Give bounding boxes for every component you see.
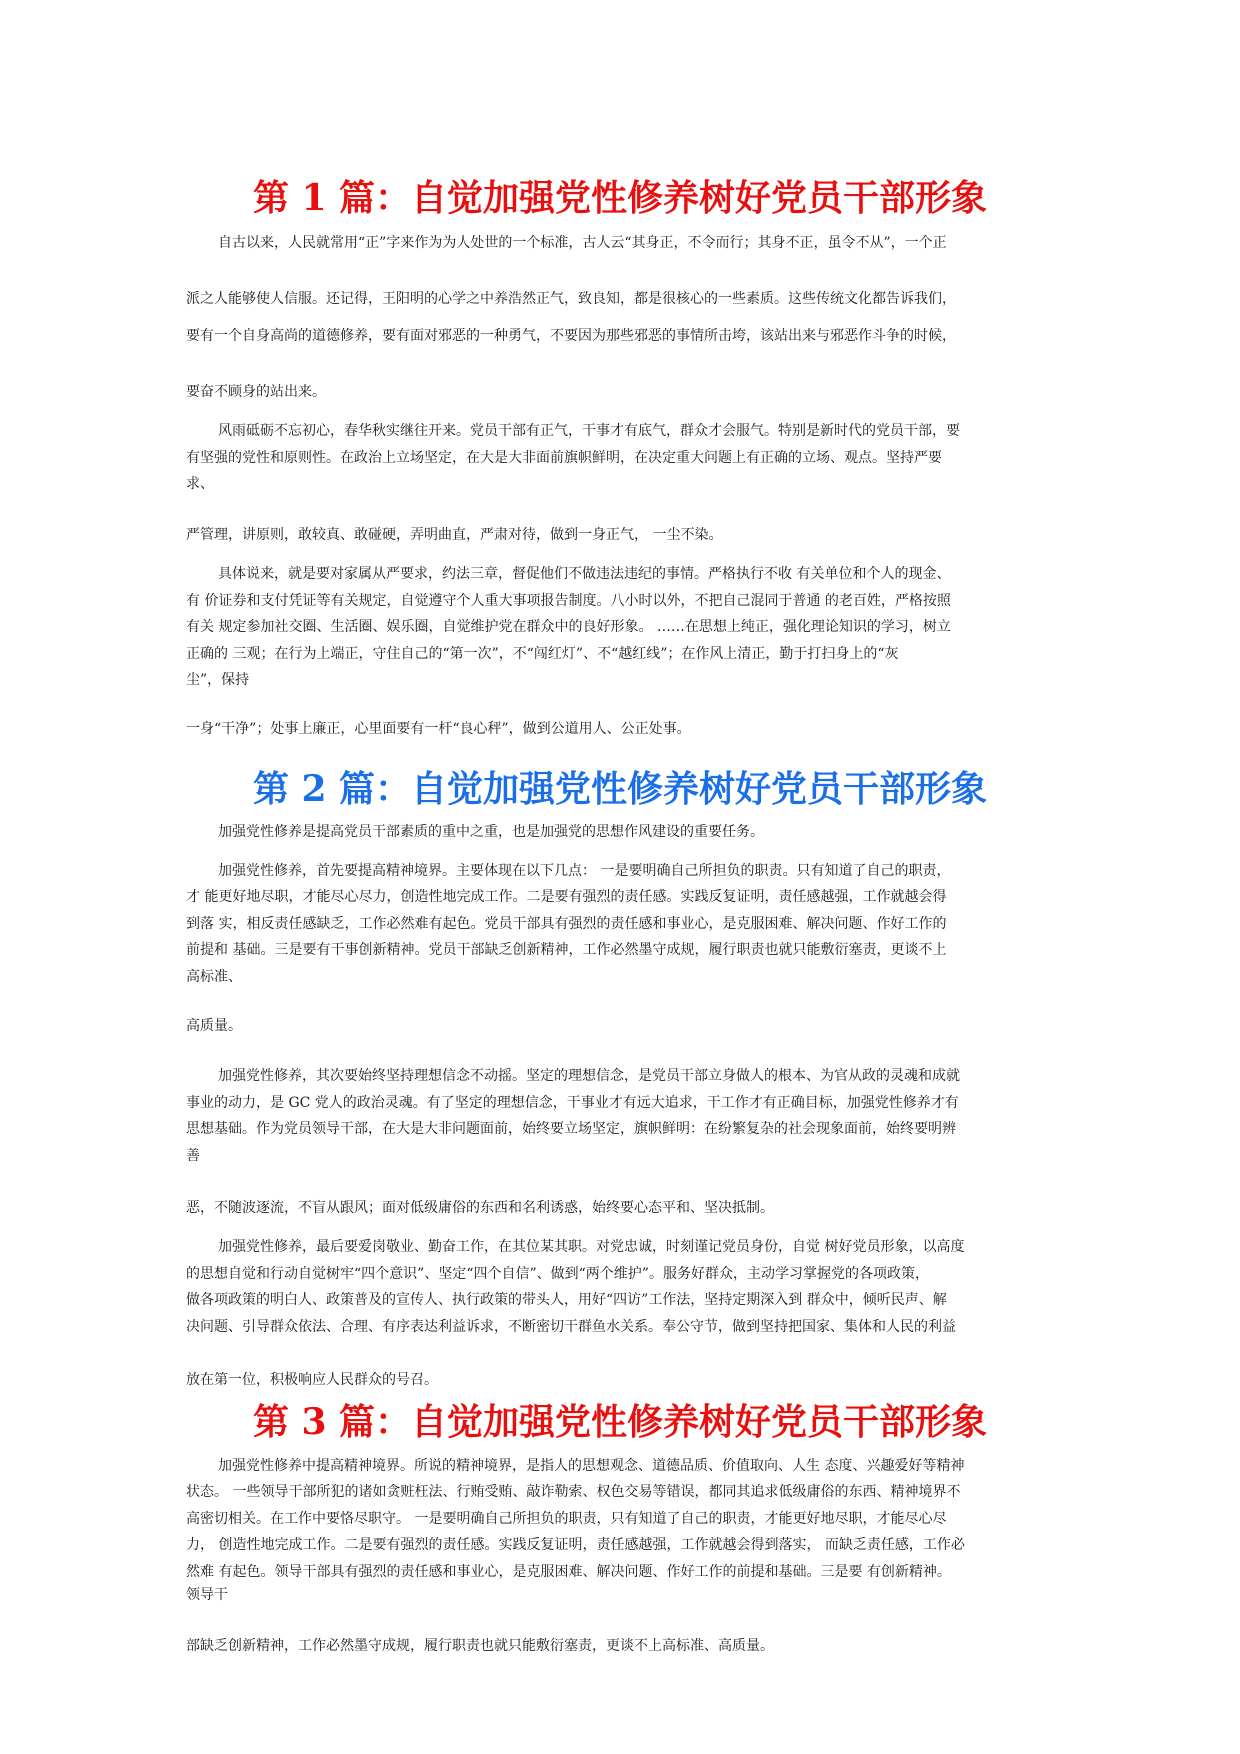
section-1-line: 要有一个自身高尚的道德修养，要有面对邪恶的一种勇气，不要因为那些邪恶的事情所击垮，该站出来与邪恶作斗争的时候， bbox=[186, 328, 956, 344]
section-1-line: 有关 规定参加社交圈、生活圈、娱乐圈，自觉维护党在群众中的良好形象。 ……在思想上纯正，强化理论知识的学习，树立 bbox=[186, 619, 951, 635]
section-1-title: 第 1 篇：自觉加强党性修养树好党员干部形象 bbox=[252, 177, 988, 219]
section-1-line: 有坚强的党性和原则性。在政治上立场坚定，在大是大非面前旗帜鲜明，在决定重大问题上有正确的立场、观点。坚持严要 bbox=[186, 450, 942, 466]
section-2-line: 恶，不随波逐流，不盲从跟风；面对低级庸俗的东西和名利诱惑，始终要心态平和、坚决抵制。 bbox=[186, 1200, 774, 1216]
section-2-line: 高标准、 bbox=[186, 969, 242, 985]
section-2-line: 高质量。 bbox=[186, 1018, 242, 1034]
section-2-line: 加强党性修养，首先要提高精神境界。主要体现在以下几点： 一是要明确自己所担负的职责。只有知道了自己的职责， bbox=[218, 863, 951, 879]
section-2-line: 前提和 基础。三是要有干事创新精神。党员干部缺乏创新精神，工作必然墨守成规，履行职责也就只能敷衍塞责，更谈不上 bbox=[186, 942, 947, 958]
section-1-line: 求、 bbox=[186, 476, 214, 492]
section-3-line: 状态。 一些领导干部所犯的诸如贪赃枉法、行贿受贿、敲诈勒索、权色交易等错误，都同其追求低级庸俗的东西、精神境界不 bbox=[186, 1484, 961, 1500]
section-2-line: 事业的动力，是 GC 党人的政治灵魂。有了坚定的理想信念，干事业才有远大追求，干工作才有正确目标，加强党性修养才有 bbox=[186, 1095, 959, 1111]
section-2-line: 才 能更好地尽职，才能尽心尽力，创造性地完成工作。二是要有强烈的责任感。实践反复证明，责任感越强，工作就越会得 bbox=[186, 889, 947, 905]
section-1-line: 正确的 三观；在行为上端正，守住自己的“第一次”，不“闯红灯”、不“越红线”；在作风上清正，勤于打扫身上的“灰 bbox=[186, 646, 899, 662]
section-1-line: 具体说来，就是要对家属从严要求，约法三章，督促他们不做违法违纪的事情。严格执行不收 有关单位和个人的现金、 bbox=[218, 566, 951, 582]
section-2-line: 放在第一位，积极响应人民群众的号召。 bbox=[186, 1372, 438, 1388]
section-2-line: 加强党性修养，最后要爱岗敬业、勤奋工作，在其位某其职。对党忠诚，时刻谨记党员身份，自觉 树好党员形象，以高度 bbox=[218, 1239, 965, 1255]
section-3-title: 第 3 篇：自觉加强党性修养树好党员干部形象 bbox=[252, 1401, 988, 1443]
section-3-line: 加强党性修养中提高精神境界。所说的精神境界，是指人的思想观念、道德品质、价值取向、人生 态度、兴趣爱好等精神 bbox=[218, 1458, 965, 1474]
section-1-line: 尘”，保持 bbox=[186, 672, 250, 688]
section-1-line: 派之人能够使人信服。还记得，王阳明的心学之中养浩然正气，致良知，都是很核心的一些素质。这些传统文化都告诉我们， bbox=[186, 291, 956, 307]
section-3-line: 领导干 bbox=[186, 1587, 228, 1603]
section-3-line: 高密切相关。在工作中要恪尽职守。 一是要明确自己所担负的职责，只有知道了自己的职责，才能更好地尽职，才能尽心尽 bbox=[186, 1511, 947, 1527]
section-2-line: 的思想自觉和行动自觉树牢“四个意识”、坚定“四个自信”、做到“两个维护”。服务好群众，主动学习掌握党的各项政策， bbox=[186, 1266, 929, 1282]
section-1-line: 风雨砥砺不忘初心，春华秋实继往开来。党员干部有正气，干事才有底气，群众才会服气。特别是新时代的党员干部，要 bbox=[218, 423, 960, 439]
section-1-line: 一身“干净”；处事上廉正，心里面要有一杆“良心秤”，做到公道用人、公正处事。 bbox=[186, 721, 691, 737]
section-2-title: 第 2 篇：自觉加强党性修养树好党员干部形象 bbox=[252, 768, 988, 810]
section-3-line: 部缺乏创新精神，工作必然墨守成规，履行职责也就只能敷衍塞责，更谈不上高标准、高质量。 bbox=[186, 1638, 774, 1654]
section-2-line: 做各项政策的明白人、政策普及的宣传人、执行政策的带头人，用好“四访”工作法，坚持定期深入到 群众中，倾听民声、解 bbox=[186, 1292, 947, 1308]
section-1-line: 有 价证券和支付凭证等有关规定，自觉遵守个人重大事项报告制度。八小时以外，不把自己混同于普通 的老百姓，严格按照 bbox=[186, 593, 951, 609]
section-1-line: 自古以来，人民就常用“正”字来作为为人处世的一个标准，古人云“其身正，不令而行；其身不正，虽令不从”，一个正 bbox=[218, 235, 947, 251]
section-2-line: 到落 实，相反责任感缺乏，工作必然难有起色。党员干部具有强烈的责任感和事业心，是克服困难、解决问题、作好工作的 bbox=[186, 916, 947, 932]
section-1-line: 严管理，讲原则，敢较真、敢碰硬，弄明曲直，严肃对待，做到一身正气， 一尘不染。 bbox=[186, 527, 723, 543]
section-1-line: 要奋不顾身的站出来。 bbox=[186, 384, 326, 400]
section-2-line: 决问题、引导群众依法、合理、有序表达利益诉求，不断密切干群鱼水关系。奉公守节，做到坚持把国家、集体和人民的利益 bbox=[186, 1319, 956, 1335]
section-2-line: 加强党性修养是提高党员干部素质的重中之重，也是加强党的思想作风建设的重要任务。 bbox=[218, 824, 764, 840]
section-3-line: 然难 有起色。领导干部具有强烈的责任感和事业心，是克服困难、解决问题、作好工作的前提和基础。三是要 有创新精神。 bbox=[186, 1564, 951, 1580]
section-2-line: 思想基础。作为党员领导干部，在大是大非问题面前，始终要立场坚定，旗帜鲜明：在纷繁复杂的社会现象面前，始终要明辨 bbox=[186, 1121, 956, 1137]
section-2-line: 善 bbox=[186, 1148, 200, 1164]
section-2-line: 加强党性修养，其次要始终坚持理想信念不动摇。坚定的理想信念，是党员干部立身做人的根本、为官从政的灵魂和成就 bbox=[218, 1068, 960, 1084]
section-3-line: 力， 创造性地完成工作。二是要有强烈的责任感。实践反复证明，责任感越强，工作就越会得到落实， 而缺乏责任感，工作必 bbox=[186, 1537, 965, 1553]
